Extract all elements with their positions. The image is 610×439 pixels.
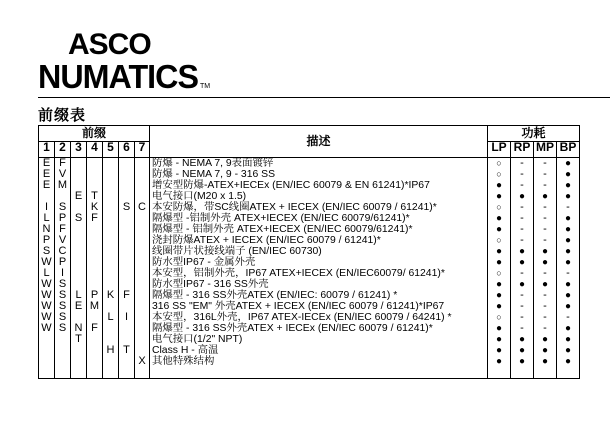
- function-group-header: 功耗: [488, 126, 580, 142]
- mp-col: [534, 158, 556, 378]
- table-cell: [119, 158, 134, 169]
- table-cell: -: [520, 168, 524, 180]
- description-item: 隔爆型 - 316 SS外壳ATEX + IECEx (EN/IEC 60079 / 61241)*: [152, 323, 433, 334]
- table-cell: [71, 367, 86, 378]
- table-cell: [534, 367, 556, 378]
- table-cell: [135, 158, 149, 169]
- prefix-col-1: [39, 158, 54, 378]
- table-cell: [488, 367, 510, 378]
- prefix-group-header: 前缀: [39, 126, 150, 142]
- table-cell: [135, 180, 149, 191]
- description-item: 本安型，316L外壳，IP67 ATEX-IECEx (EN/IEC 60079 / 64241) *: [152, 312, 452, 323]
- table-cell: -: [543, 212, 547, 224]
- table-cell: -: [543, 267, 547, 279]
- description-item: 电气接口(M20 x 1.5): [152, 191, 247, 202]
- lp-col: [488, 158, 510, 378]
- table-cell: ●: [541, 356, 549, 367]
- table-cell: ●: [495, 279, 503, 290]
- prefix-col-header: 3: [71, 142, 87, 158]
- table-cell: ●: [564, 334, 572, 345]
- table-cell: [135, 257, 149, 268]
- table-cell: E: [42, 168, 51, 180]
- table-cell: -: [520, 322, 524, 334]
- prefix-col-6: [119, 158, 134, 378]
- prefix-col-2: [55, 158, 70, 378]
- table-cell: [87, 257, 102, 268]
- function-col-header: MP: [534, 142, 557, 158]
- table-cell: [55, 356, 70, 367]
- table-cell: -: [543, 311, 547, 323]
- table-cell: -: [543, 157, 547, 169]
- table-cell: W: [41, 311, 52, 323]
- table-cell: ○: [496, 202, 502, 212]
- table-cell: ●: [518, 279, 526, 290]
- table-cell: ○: [496, 158, 502, 168]
- logo-line1: ASCO: [68, 28, 151, 61]
- table-cell: L: [43, 267, 50, 279]
- prefix-table: [38, 125, 580, 379]
- logo-tm: TM: [200, 83, 211, 90]
- table-cell: W: [41, 322, 52, 334]
- table-cell: [103, 235, 118, 246]
- table-cell: [103, 191, 118, 202]
- table-cell: ●: [564, 279, 572, 290]
- prefix-col-7: [135, 158, 149, 378]
- table-cell: X: [138, 355, 146, 367]
- table-cell: ●: [541, 279, 549, 290]
- table-cell: ●: [495, 334, 503, 345]
- table-cell: ●: [495, 257, 503, 268]
- prefix-col-header: 7: [135, 142, 150, 158]
- table-cell: ●: [495, 345, 503, 356]
- rp-col: [511, 158, 533, 378]
- description-item: Class H - 高温: [152, 345, 219, 356]
- table-cell: [119, 235, 134, 246]
- table-cell: H: [106, 344, 115, 356]
- table-cell: [103, 224, 118, 235]
- table-cell: [71, 224, 86, 235]
- table-cell: M: [57, 179, 68, 191]
- table-cell: -: [520, 179, 524, 191]
- table-cell: ○: [496, 312, 502, 322]
- table-cell: [135, 301, 149, 312]
- table-cell: [87, 367, 102, 378]
- table-cell: [103, 257, 118, 268]
- table-cell: [55, 345, 70, 356]
- table-cell: [55, 367, 70, 378]
- table-cell: [87, 345, 102, 356]
- logo-line2: NUMATICS: [38, 58, 198, 95]
- table-cell: [135, 224, 149, 235]
- table-cell: -: [543, 289, 547, 301]
- asco-numatics-logo: [38, 28, 218, 98]
- table-cell: [39, 345, 54, 356]
- table-cell: N: [42, 223, 51, 235]
- table-cell: L: [43, 212, 50, 224]
- table-cell: S: [58, 322, 67, 334]
- table-cell: [135, 334, 149, 345]
- table-cell: ●: [564, 257, 572, 268]
- table-cell: ●: [564, 169, 572, 180]
- table-cell: -: [520, 234, 524, 246]
- description-item: 增安型防爆-ATEX+IECEx (EN/IEC 60079 & EN 61241)*IP67: [152, 180, 430, 191]
- table-cell: T: [75, 333, 82, 345]
- table-cell: [103, 169, 118, 180]
- table-cell: ○: [496, 235, 502, 245]
- description-item: 浇封防爆ATEX + IECEX (EN/IEC 60079 / 61241)*: [152, 235, 381, 246]
- table-cell: V: [58, 168, 67, 180]
- table-cell: ●: [518, 356, 526, 367]
- table-cell: E: [74, 190, 83, 202]
- description-item: 电气接口(1/2" NPT): [152, 334, 243, 345]
- table-cell: -: [520, 267, 524, 279]
- table-cell: ●: [495, 323, 503, 334]
- description-item: 隔爆型 -铝制外壳 ATEX+IECEX (EN/IEC 60079/61241)*: [152, 213, 410, 224]
- table-cell: ●: [518, 246, 526, 257]
- table-cell: ●: [541, 345, 549, 356]
- table-cell: [135, 290, 149, 301]
- description-item: 本安型，铝制外壳，IP67 ATEX+IECEX (EN/IEC60079/ 61241)*: [152, 268, 445, 279]
- table-cell: ●: [495, 356, 503, 367]
- table-cell: [511, 367, 533, 378]
- table-cell: F: [59, 223, 66, 235]
- table-cell: [119, 246, 134, 257]
- table-cell: P: [58, 256, 67, 268]
- table-cell: [119, 356, 134, 367]
- table-cell: M: [89, 300, 100, 312]
- table-cell: -: [543, 322, 547, 334]
- table-cell: I: [124, 311, 129, 323]
- table-cell: [87, 356, 102, 367]
- table-cell: [71, 158, 86, 169]
- table-cell: -: [566, 201, 570, 213]
- description-item: 隔爆型 - 316 SS外壳ATEX (EN/IEC: 60079 / 61241) *: [152, 290, 398, 301]
- table-cell: [103, 213, 118, 224]
- table-cell: -: [520, 157, 524, 169]
- description-item: [150, 367, 487, 378]
- description-item: 防爆 - NEMA 7, 9表面镀锌: [152, 158, 274, 169]
- table-cell: I: [60, 267, 65, 279]
- table-cell: -: [520, 300, 524, 312]
- table-cell: S: [58, 278, 67, 290]
- function-col-header: RP: [511, 142, 534, 158]
- table-cell: [87, 169, 102, 180]
- table-cell: [71, 246, 86, 257]
- table-cell: ●: [541, 257, 549, 268]
- table-cell: ●: [564, 158, 572, 169]
- description-col: [150, 158, 487, 378]
- table-cell: -: [566, 267, 570, 279]
- table-cell: ●: [495, 246, 503, 257]
- table-cell: [135, 279, 149, 290]
- table-cell: [71, 235, 86, 246]
- table-cell: [71, 169, 86, 180]
- prefix-col-3: [71, 158, 86, 378]
- description-header: 描述: [150, 126, 488, 158]
- table-cell: S: [58, 311, 67, 323]
- table-cell: [87, 224, 102, 235]
- table-cell: ●: [495, 290, 503, 301]
- function-col-header: LP: [488, 142, 511, 158]
- table-cell: P: [58, 212, 67, 224]
- table-cell: ●: [495, 224, 503, 235]
- table-cell: W: [41, 300, 52, 312]
- table-cell: ●: [564, 345, 572, 356]
- table-cell: -: [543, 234, 547, 246]
- table-cell: C: [138, 201, 146, 213]
- bp-col: [557, 158, 579, 378]
- table-cell: [55, 334, 70, 345]
- prefix-col-header: 6: [119, 142, 135, 158]
- table-cell: ●: [564, 323, 572, 334]
- table-cell: S: [58, 289, 67, 301]
- table-cell: ●: [564, 246, 572, 257]
- table-cell: [103, 323, 118, 334]
- table-cell: F: [59, 157, 66, 169]
- table-cell: P: [42, 234, 51, 246]
- table-cell: ●: [564, 213, 572, 224]
- description-item: 隔爆型 - 铝制外壳 ATEX+IECEX (EN/IEC 60079/61241)*: [152, 224, 413, 235]
- table-cell: ●: [564, 356, 572, 367]
- table-cell: S: [58, 300, 67, 312]
- table-cell: -: [520, 289, 524, 301]
- table-cell: V: [58, 234, 67, 246]
- table-cell: ●: [518, 257, 526, 268]
- table-cell: ●: [518, 191, 526, 202]
- table-cell: S: [58, 201, 67, 213]
- table-cell: [119, 257, 134, 268]
- table-cell: ●: [495, 180, 503, 191]
- table-cell: -: [543, 300, 547, 312]
- table-cell: L: [107, 311, 114, 323]
- table-cell: [71, 356, 86, 367]
- table-cell: [87, 158, 102, 169]
- table-cell: N: [74, 322, 83, 334]
- table-cell: K: [90, 201, 99, 213]
- table-cell: [39, 367, 54, 378]
- prefix-col-4: [87, 158, 102, 378]
- table-cell: F: [123, 289, 130, 301]
- table-cell: -: [566, 311, 570, 323]
- table-cell: S: [122, 201, 131, 213]
- table-cell: ●: [541, 334, 549, 345]
- table-cell: S: [74, 212, 83, 224]
- table-cell: ●: [564, 235, 572, 246]
- prefix-col-header: 4: [87, 142, 103, 158]
- table-cell: ●: [564, 301, 572, 312]
- table-cell: [135, 323, 149, 334]
- table-cell: W: [41, 289, 52, 301]
- table-cell: S: [42, 245, 51, 257]
- table-cell: I: [44, 201, 49, 213]
- table-cell: [103, 367, 118, 378]
- table-cell: -: [520, 311, 524, 323]
- prefix-col-header: 2: [55, 142, 71, 158]
- description-item: 线圈带片状接线端子 (EN/IEC 60730): [152, 246, 322, 257]
- table-cell: [87, 246, 102, 257]
- table-cell: [87, 268, 102, 279]
- table-cell: [103, 158, 118, 169]
- table-cell: ●: [495, 213, 503, 224]
- table-cell: K: [106, 289, 115, 301]
- table-cell: [39, 356, 54, 367]
- table-cell: [103, 356, 118, 367]
- function-col-header: BP: [557, 142, 580, 158]
- table-cell: [119, 180, 134, 191]
- table-cell: [135, 367, 149, 378]
- table-cell: [103, 180, 118, 191]
- table-cell: [103, 268, 118, 279]
- table-cell: [39, 334, 54, 345]
- table-cell: ●: [495, 301, 503, 312]
- table-cell: W: [41, 278, 52, 290]
- table-cell: [119, 224, 134, 235]
- table-cell: [87, 334, 102, 345]
- table-cell: E: [42, 179, 51, 191]
- table-cell: [135, 235, 149, 246]
- prefix-col-header: 5: [103, 142, 119, 158]
- table-cell: [87, 235, 102, 246]
- table-cell: ●: [564, 180, 572, 191]
- description-item: 防水型IP67 - 金属外壳: [152, 257, 256, 268]
- table-cell: ●: [564, 290, 572, 301]
- table-cell: W: [41, 256, 52, 268]
- table-cell: [557, 367, 579, 378]
- table-cell: E: [42, 157, 51, 169]
- table-cell: [119, 323, 134, 334]
- description-item: 316 SS "EM" 外壳ATEX + IECEX (EN/IEC 60079 / 61241)*IP67: [152, 301, 445, 312]
- table-cell: -: [543, 179, 547, 191]
- table-cell: [135, 246, 149, 257]
- table-cell: C: [58, 245, 67, 257]
- header-rule: [38, 97, 610, 98]
- table-cell: [119, 367, 134, 378]
- table-cell: L: [75, 289, 82, 301]
- description-item: 防爆 - NEMA 7, 9 - 316 SS: [152, 169, 275, 180]
- table-cell: ○: [496, 268, 502, 278]
- table-cell: ●: [541, 191, 549, 202]
- table-cell: [135, 169, 149, 180]
- table-cell: T: [91, 190, 98, 202]
- table-cell: [71, 268, 86, 279]
- table-cell: [135, 312, 149, 323]
- table-cell: [135, 213, 149, 224]
- description-item: 防水型IP67 - 316 SS外壳: [152, 279, 269, 290]
- table-cell: F: [91, 322, 98, 334]
- table-cell: P: [90, 289, 99, 301]
- table-cell: -: [520, 212, 524, 224]
- table-cell: F: [91, 212, 98, 224]
- table-cell: ●: [564, 224, 572, 235]
- table-cell: [71, 257, 86, 268]
- table-cell: -: [520, 201, 524, 213]
- table-cell: ●: [495, 191, 503, 202]
- table-cell: -: [543, 201, 547, 213]
- table-cell: [71, 345, 86, 356]
- description-item: 其他特殊结构: [152, 356, 215, 367]
- page-title: 前缀表: [38, 107, 87, 124]
- table-cell: ●: [564, 191, 572, 202]
- table-cell: [119, 169, 134, 180]
- table-cell: T: [123, 344, 130, 356]
- table-cell: [119, 268, 134, 279]
- prefix-col-header: 1: [39, 142, 55, 158]
- table-cell: ○: [496, 169, 502, 179]
- table-cell: -: [543, 223, 547, 235]
- table-cell: ●: [518, 345, 526, 356]
- table-cell: [135, 268, 149, 279]
- prefix-col-5: [103, 158, 118, 378]
- table-cell: [103, 202, 118, 213]
- table-cell: ●: [541, 246, 549, 257]
- table-cell: [103, 246, 118, 257]
- table-cell: [119, 213, 134, 224]
- description-item: 本安防爆，带SC线圈ATEX + IECEX (EN/IEC 60079 / 61241)*: [152, 202, 437, 213]
- table-cell: E: [74, 300, 83, 312]
- table-cell: -: [520, 223, 524, 235]
- table-cell: -: [543, 168, 547, 180]
- table-cell: ●: [518, 334, 526, 345]
